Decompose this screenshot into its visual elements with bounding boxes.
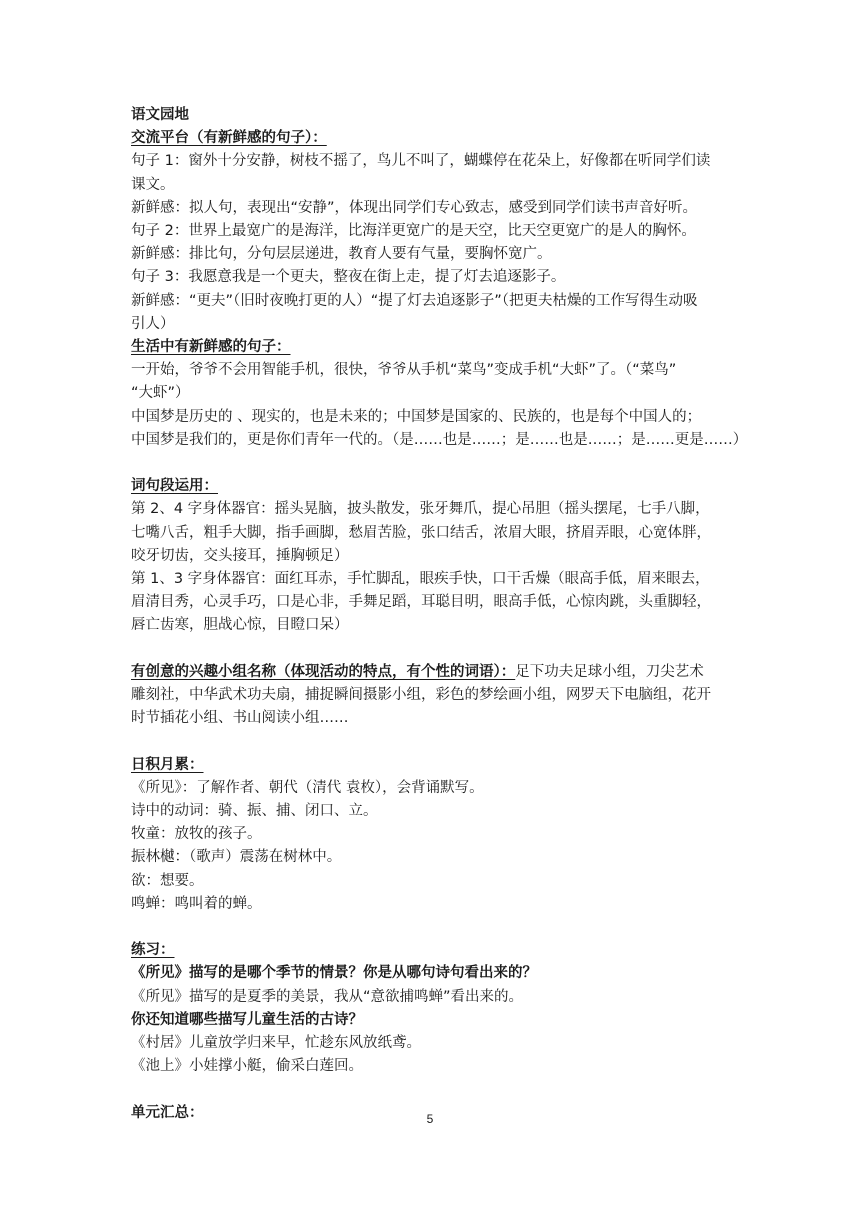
blank-line (131, 916, 741, 939)
line-text: 交流平台（有新鲜感的句子）： (131, 130, 327, 147)
text-line (131, 1055, 741, 1078)
line-text: 引人） (131, 315, 175, 332)
line-text: 《村居》儿童放学归来早，忙趁东风放纸鸢。 (131, 1035, 421, 1052)
heading-line (131, 336, 741, 359)
line-text: 欲：想要。 (131, 872, 204, 889)
text-line (131, 174, 741, 197)
heading-line (131, 104, 741, 127)
line-text: 一开始，爷爷不会用智能手机，很快，爷爷从手机“菜鸟”变成手机“大虾”了。（“菜鸟” (131, 362, 677, 379)
text-line (131, 406, 741, 429)
text-line (131, 359, 741, 382)
line-text: 《所见》：了解作者、朝代（清代 袁枚），会背诵默写。 (131, 779, 484, 796)
blank-line (131, 638, 741, 661)
text-line (131, 522, 741, 545)
line-text: 新鲜感：拟人句，表现出“安静”，体现出同学们专心致志，感受到同学们读书声音好听。 (131, 199, 698, 216)
text-line (131, 568, 741, 591)
heading-line (131, 1009, 741, 1032)
line-text: 诗中的动词：骑、振、捕、闭口、立。 (131, 803, 378, 820)
line-text: 新鲜感：“更夫”（旧时夜晚打更的人）“提了灯去追逐影子”（把更夫枯燥的工作写得生动吸 (131, 292, 698, 309)
line-text: 雕刻社，中华武术功夫扇，捕捉瞬间摄影小组，彩色的梦绘画小组，网罗天下电脑组，花开 (131, 687, 711, 704)
heading-line (131, 754, 741, 777)
line-text: 日积月累： (131, 756, 204, 773)
line-text: 振林樾：（歌声）震荡在树林中。 (131, 849, 342, 866)
line-text: 课文。 (131, 176, 175, 193)
line-text: 唇亡齿寒，胆战心惊，目瞪口呆） (131, 617, 349, 634)
text-line (131, 823, 741, 846)
text-line (131, 684, 741, 707)
line-text: “大虾”） (131, 385, 190, 402)
heading-line (131, 475, 741, 498)
text-line (131, 614, 741, 637)
heading-line (131, 661, 741, 684)
line-text: 句子 1：窗外十分安静，树枝不摇了，鸟儿不叫了，蝴蝶停在花朵上，好像都在听同学们读 (131, 153, 711, 170)
blank-line (131, 730, 741, 753)
text-line (131, 777, 741, 800)
line-text: 有创意的兴趣小组名称（体现活动的特点，有个性的词语）： (131, 663, 516, 680)
line-text: 咬牙切齿，交头接耳，捶胸顿足） (131, 547, 349, 564)
line-text: 单元汇总： (131, 1104, 204, 1121)
text-line (131, 1032, 741, 1055)
line-text: 第 1、3 字身体器官：面红耳赤，手忙脚乱，眼疾手快，口干舌燥（眼高手低，眉来眼去， (131, 571, 710, 588)
text-line (131, 545, 741, 568)
blank-line (131, 452, 741, 475)
text-line (131, 382, 741, 405)
line-text: 七嘴八舌，粗手大脚，指手画脚，愁眉苦脸，张口结舌，浓眉大眼，挤眉弄眼，心宽体胖， (131, 524, 711, 541)
heading-line (131, 939, 741, 962)
text-line (131, 800, 741, 823)
line-text: 生活中有新鲜感的句子： (131, 339, 291, 356)
text-line (131, 846, 741, 869)
line-text: 中国梦是我们的，更是你们青年一代的。（是……也是……；是……也是……；是……更是……） (131, 431, 748, 448)
text-line (131, 429, 748, 452)
line-text: 眉清目秀，心灵手巧，口是心非，手舞足蹈，耳聪目明，眼高手低，心惊肉跳，头重脚轻， (131, 594, 711, 611)
text-line (131, 498, 741, 521)
line-text: 中国梦是历史的 、现实的，也是未来的；中国梦是国家的、民族的，也是每个中国人的； (131, 408, 702, 425)
text-line (131, 986, 741, 1009)
line-text: 练习： (131, 942, 175, 959)
line-text: 新鲜感：排比句，分句层层递进，教育人要有气量，要胸怀宽广。 (131, 246, 552, 263)
text-line (131, 266, 741, 289)
heading-line (131, 127, 741, 150)
heading-line (131, 962, 741, 985)
text-line (131, 150, 741, 173)
text-line (131, 313, 741, 336)
text-line (131, 707, 741, 730)
line-text: 牧童：放牧的孩子。 (131, 826, 262, 843)
line-text: 句子 2：世界上最宽广的是海洋，比海洋更宽广的是天空，比天空更宽广的是人的胸怀。 (131, 223, 696, 240)
text-line (131, 197, 741, 220)
line-tail-text: 足下功夫足球小组，刀尖艺术 (515, 663, 704, 680)
text-line (131, 870, 741, 893)
line-text: 第 2、4 字身体器官：摇头晃脑，披头散发，张牙舞爪，提心吊胆（摇头摆尾，七手八脚， (131, 501, 710, 518)
line-text: 语文园地 (131, 107, 189, 123)
line-text: 句子 3：我愿意我是一个更夫，整夜在街上走，提了灯去追逐影子。 (131, 269, 566, 286)
line-text: 《所见》描写的是哪个季节的情景？你是从哪句诗句看出来的？ (131, 965, 537, 982)
text-line (131, 243, 741, 266)
document-body (131, 104, 748, 1125)
text-line (131, 220, 741, 243)
line-text: 你还知道哪些描写儿童生活的古诗？ (131, 1011, 363, 1028)
text-line (131, 290, 741, 313)
page-number: 5 (426, 1112, 434, 1126)
line-text: 鸣蝉：鸣叫着的蝉。 (131, 895, 262, 912)
text-line (131, 591, 741, 614)
line-text: 《池上》小娃撑小艇，偷采白莲回。 (131, 1058, 363, 1075)
blank-line (131, 1078, 741, 1101)
line-text: 时节插花小组、书山阅读小组…… (131, 710, 349, 727)
text-line (131, 893, 741, 916)
line-text: 《所见》描写的是夏季的美景，我从“意欲捕鸣蝉”看出来的。 (131, 988, 524, 1005)
line-text: 词句段运用： (131, 478, 218, 495)
